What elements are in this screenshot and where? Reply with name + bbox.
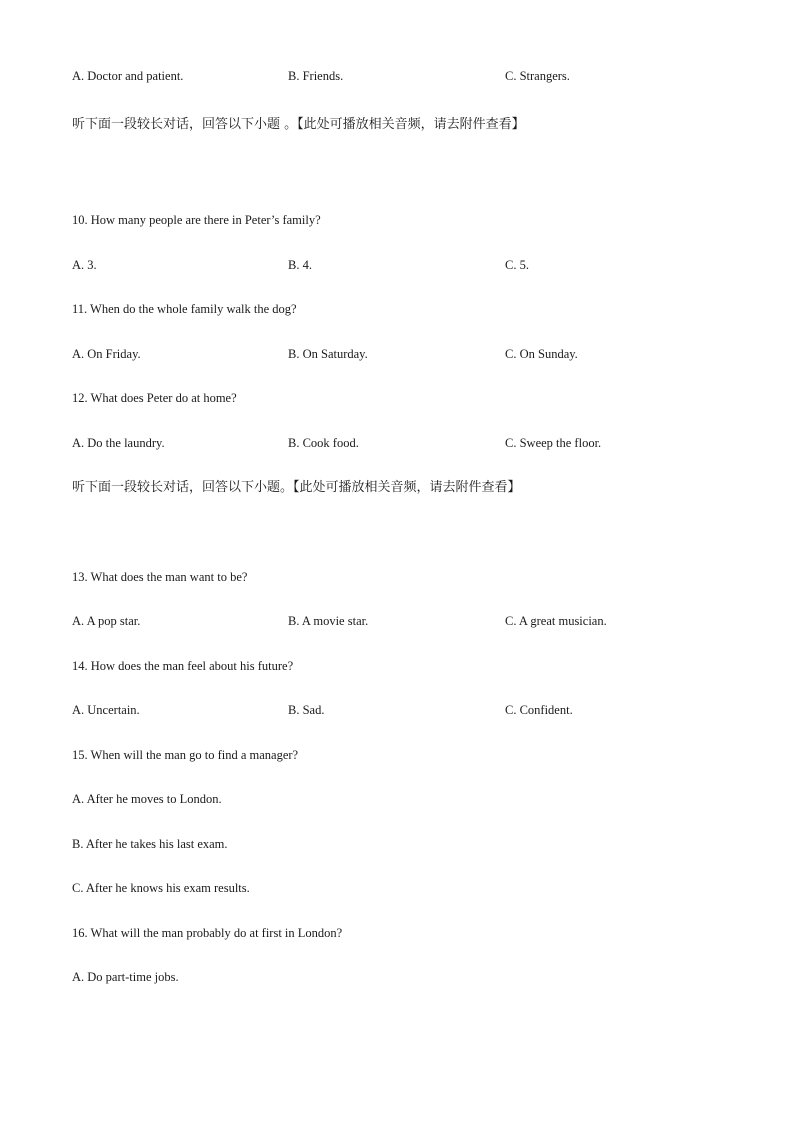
option-b: B. After he takes his last exam. [72,837,228,851]
option-c: C. 5. [505,258,529,272]
option-a: A. A pop star. [72,614,141,628]
question-11: 11. When do the whole family walk the dog? [72,302,297,316]
options-row-q12 [72,435,752,451]
option-a: A. Do part-time jobs. [72,970,179,984]
option-a: A. Uncertain. [72,703,140,717]
option-c: C. Confident. [505,703,573,717]
question-12: 12. What does Peter do at home? [72,391,237,405]
options-row-q11 [72,346,752,362]
question-10: 10. How many people are there in Peter’s family? [72,213,321,227]
question-14: 14. How does the man feel about his future? [72,659,294,673]
option-a: A. Do the laundry. [72,436,165,450]
options-row-q14 [72,702,752,718]
question-16: 16. What will the man probably do at first in London? [72,926,343,940]
options-row-q10 [72,257,752,273]
option-c: C. On Sunday. [505,347,578,361]
option-a: A. On Friday. [72,347,141,361]
option-c: C. A great musician. [505,614,607,628]
option-b: B. Friends. [288,69,344,83]
option-a: A. After he moves to London. [72,792,222,806]
option-b: B. On Saturday. [288,347,368,361]
question-13: 13. What does the man want to be? [72,570,248,584]
option-a: A. 3. [72,258,97,272]
listening-instruction-1: 听下面一段较长对话，回答以下小题 。【此处可播放相关音频，请去附件查看】 [72,117,525,132]
listening-instruction-2: 听下面一段较长对话，回答以下小题。【此处可播放相关音频，请去附件查看】 [72,480,521,495]
question-15: 15. When will the man go to find a manager? [72,748,299,762]
option-b: B. Cook food. [288,436,359,450]
option-c: C. After he knows his exam results. [72,881,250,895]
option-b: B. A movie star. [288,614,369,628]
options-row-prev-question [72,68,752,84]
option-b: B. Sad. [288,703,325,717]
option-c: C. Strangers. [505,69,570,83]
option-c: C. Sweep the floor. [505,436,602,450]
option-a: A. Doctor and patient. [72,69,184,83]
options-row-q13 [72,613,752,629]
option-b: B. 4. [288,258,312,272]
